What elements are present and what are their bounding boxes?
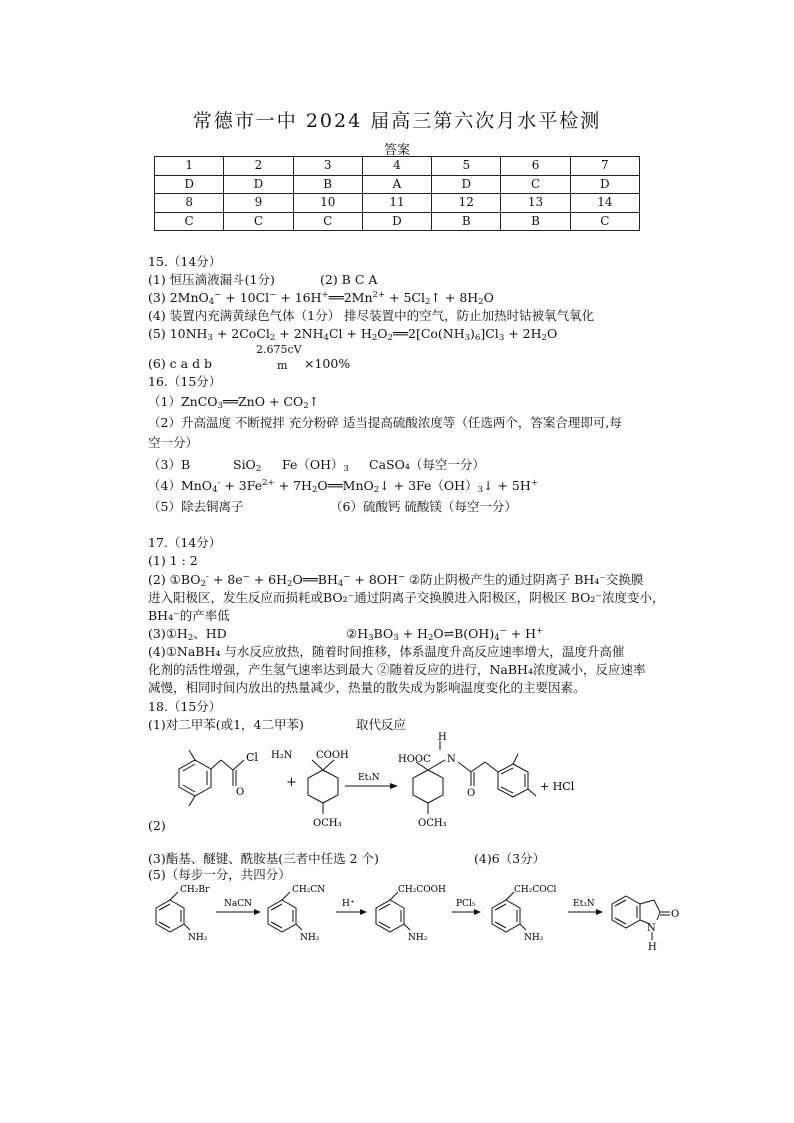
reagent-3: PCl₅: [456, 899, 476, 909]
s2-amine: NH₂: [300, 933, 320, 943]
table-cell: 2: [224, 157, 293, 176]
q16-line3a: （3）B: [148, 457, 191, 472]
q18-line3: (3)酯基、醚键、酰胺基(三者中任选 2 个): [148, 851, 379, 866]
q17-line3b-prefix: ②: [346, 626, 358, 641]
s3-group: CH₂COOH: [398, 885, 446, 895]
q16-line5: （5）除去铜离子: [148, 499, 244, 514]
product-oxygen: O: [671, 909, 680, 920]
table-cell: C: [155, 212, 224, 231]
arrow-3-head: [474, 909, 481, 915]
table-cell: C: [224, 212, 293, 231]
q16-line1-prefix: （1）: [148, 394, 181, 409]
reaction-scheme-2: [140, 732, 700, 842]
table-cell: 12: [432, 194, 501, 213]
q18-line4: (4)6（3分）: [474, 851, 546, 866]
table-row: [155, 157, 640, 176]
table-cell: C: [293, 212, 362, 231]
table-cell: 11: [362, 194, 431, 213]
s4-group: CH₂COCl: [514, 885, 557, 895]
table-cell: C: [570, 212, 639, 231]
product-acid: HOOC: [398, 754, 431, 765]
q15-equation-5: $10NH_3$ + 2CoCl$_2$ + $2NH_4Cl$ + $H_2O_2══2[Co(NH_3)_6]Cl_3 + 2H_2O$: [169, 326, 558, 343]
s2-structure: [268, 892, 302, 932]
table-cell: D: [362, 212, 431, 231]
reactant2-structure: [308, 760, 338, 814]
q15-fraction-numerator: 2.675cV: [256, 343, 302, 356]
q16-line6: （6）硫酸钙 硫酸镁（每空一分）: [330, 499, 517, 514]
q17-line4c: 减慢，相同时间内放出的热量减少，热量的散失成为影响温度变化的主要因素。: [148, 680, 586, 695]
q17-line3a: $(3)①H_2$、HD: [148, 626, 227, 643]
q17-line2b: 进入阳极区，发生反应而损耗或BO₂⁻通过阴离子交换膜进入阳极区，阴极区 BO₂⁻浓度变小，: [148, 590, 665, 605]
product-hydrogen: H: [648, 942, 657, 953]
q16-line2b: 空一分）: [148, 435, 199, 450]
table-cell: D: [155, 175, 224, 194]
table-cell: 14: [570, 194, 639, 213]
q16-equation-4: $MnO_4^- + 3Fe^{2+}$ + $7H_2O══MnO_2↓$ + $3Fe(OH)_3↓ + 5H^+$: [180, 478, 538, 495]
q17-line3b: $②H_3BO_3$ + $H_2O\rightleftharpoons B(OH)_4^- + H^+$: [346, 626, 544, 643]
q16-header: 16.（15分）: [148, 374, 222, 389]
arrow-1-head: [254, 909, 261, 915]
table-cell: 6: [501, 157, 570, 176]
answer-subtitle: 答案: [383, 143, 410, 158]
q17-line2-prefix: (2) ①: [148, 572, 181, 587]
q17-line2: [148, 572, 643, 588]
plus-sign: +: [286, 775, 297, 790]
reactant2-amine: H₂N: [271, 750, 293, 761]
q15-line6: (6) c a d b: [148, 356, 213, 371]
table-cell: D: [224, 175, 293, 194]
q18-line2-label: (2): [148, 818, 166, 833]
product-hydrogen: H: [438, 732, 447, 743]
table-cell: B: [501, 212, 570, 231]
table-cell: 7: [570, 157, 639, 176]
table-row: [155, 175, 640, 194]
q18-line1a: (1)对二甲苯(或1，4二甲苯): [148, 717, 304, 732]
table-cell: B: [293, 175, 362, 194]
q16-equation-1: ZnCO$_3$══ZnO + $CO_2↑$: [180, 394, 320, 411]
q15-line1a: (1) 恒压滴液漏斗(1分): [148, 272, 275, 287]
reactant2-acid: COOH: [316, 750, 349, 761]
s3-amine: NH₂: [408, 933, 428, 943]
arrow-2-head: [360, 909, 367, 915]
q16-line3e: CaSO₄（每空一分）: [369, 457, 485, 472]
q17-line2c: BH₄⁻的产率低: [148, 608, 230, 623]
q15-line5: [148, 326, 557, 342]
s1-amine: NH₂: [188, 933, 208, 943]
reagent-4: Et₃N: [573, 899, 595, 909]
answer-table: [154, 156, 640, 231]
q18-line1b: 取代反应: [356, 717, 407, 732]
q16-line1: [148, 394, 319, 410]
product-ether: OCH₃: [418, 818, 447, 829]
table-cell: 8: [155, 194, 224, 213]
q15-header: 15.（14分）: [148, 254, 222, 269]
table-cell: 5: [432, 157, 501, 176]
reaction-scheme-5: [140, 880, 700, 954]
product-nitrogen: N: [647, 923, 656, 934]
reactant2-ether: OCH₃: [313, 818, 342, 829]
table-row: [155, 212, 640, 231]
arrow-4-head: [596, 909, 603, 915]
q16-line2: （2）升高温度 不断搅拌 充分粉碎 适当提高硫酸浓度等（任选两个，答案合理即可,每: [148, 415, 622, 430]
q17-line2-mid: ②防止阴极产生的通过阴离子 BH₄⁻交换膜: [405, 572, 644, 587]
q15-equation-3: $2MnO_4^- + 10Cl^- + 16H^+══2Mn^{2+}$ + $5Cl_2↑ + 8H_2O$: [169, 290, 494, 307]
s2-group: CH₂CN: [292, 885, 326, 895]
product-oxygen: O: [467, 788, 476, 799]
q15-line1b: (2) B C A: [320, 272, 378, 287]
reactant1-oxygen: O: [236, 787, 245, 798]
table-cell: 1: [155, 157, 224, 176]
q15-line3: [148, 290, 494, 306]
q17-line4a: (4)①NaBH₄ 与水反应放热，随着时间推移，体系温度升高反应速率增大，温度升高催: [148, 644, 625, 659]
s1-structure: [156, 892, 190, 932]
q15-line5-prefix: (5): [148, 326, 170, 341]
product-nitrogen: N: [447, 754, 456, 765]
table-cell: 10: [293, 194, 362, 213]
table-cell: 4: [362, 157, 431, 176]
q15-fraction-denominator: m: [277, 359, 288, 372]
q15-fraction-tail: ×100%: [304, 356, 351, 371]
table-cell: D: [432, 175, 501, 194]
q17-line1: (1) 1 : 2: [148, 553, 198, 568]
q17-line3a-prefix: (3)①: [148, 626, 177, 641]
q17-header: 17.（14分）: [148, 535, 222, 550]
table-cell: 9: [224, 194, 293, 213]
product-structure: [413, 741, 536, 814]
reagent-label: Et₃N: [358, 773, 380, 783]
table-cell: A: [362, 175, 431, 194]
table-row: [155, 194, 640, 213]
q16-line4-prefix: （4）: [148, 478, 181, 493]
byproduct-hcl: + HCl: [540, 780, 575, 793]
s1-group: CH₂Br: [180, 885, 210, 895]
page-title: 常德市一中 2024 届高三第六次月水平检测: [192, 110, 602, 132]
q16-line4: [148, 478, 538, 494]
q16-line3b: SiO$_2$: [233, 457, 262, 474]
q17-equation-2: $BO_2^- + 8e^-$ + $6H_2O══BH_4^- + 8OH^-$: [180, 572, 406, 589]
s4-amine: NH₂: [524, 933, 544, 943]
table-cell: B: [432, 212, 501, 231]
q17-line4b: 化剂的活性增强，产生氢气速率达到最大 ②随着反应的进行，NaBH₄浓度减小，反应速率: [148, 662, 646, 677]
reagent-1: NaCN: [224, 899, 253, 909]
table-cell: 3: [293, 157, 362, 176]
q15-line3-prefix: (3): [148, 290, 170, 305]
reagent-2: H⁺: [342, 899, 355, 909]
q15-line4: (4) 装置内充满黄绿色气体（1分） 排尽装置中的空气，防止加热时钴被氧气氧化: [148, 308, 595, 323]
q16-line3c: $Fe(OH)_3$: [282, 457, 349, 474]
s4-structure: [492, 892, 526, 932]
reactant1-chloro: Cl: [246, 751, 258, 764]
table-cell: C: [501, 175, 570, 194]
product-oxindole-structure: [612, 896, 670, 940]
q18-line5: (5)（每步一分，共四分）: [148, 867, 291, 882]
arrow-head: [390, 783, 398, 789]
reactant1-structure: [179, 750, 244, 806]
s3-structure: [376, 892, 410, 932]
table-cell: 13: [501, 194, 570, 213]
q18-header: 18.（15分）: [148, 699, 222, 714]
table-cell: D: [570, 175, 639, 194]
